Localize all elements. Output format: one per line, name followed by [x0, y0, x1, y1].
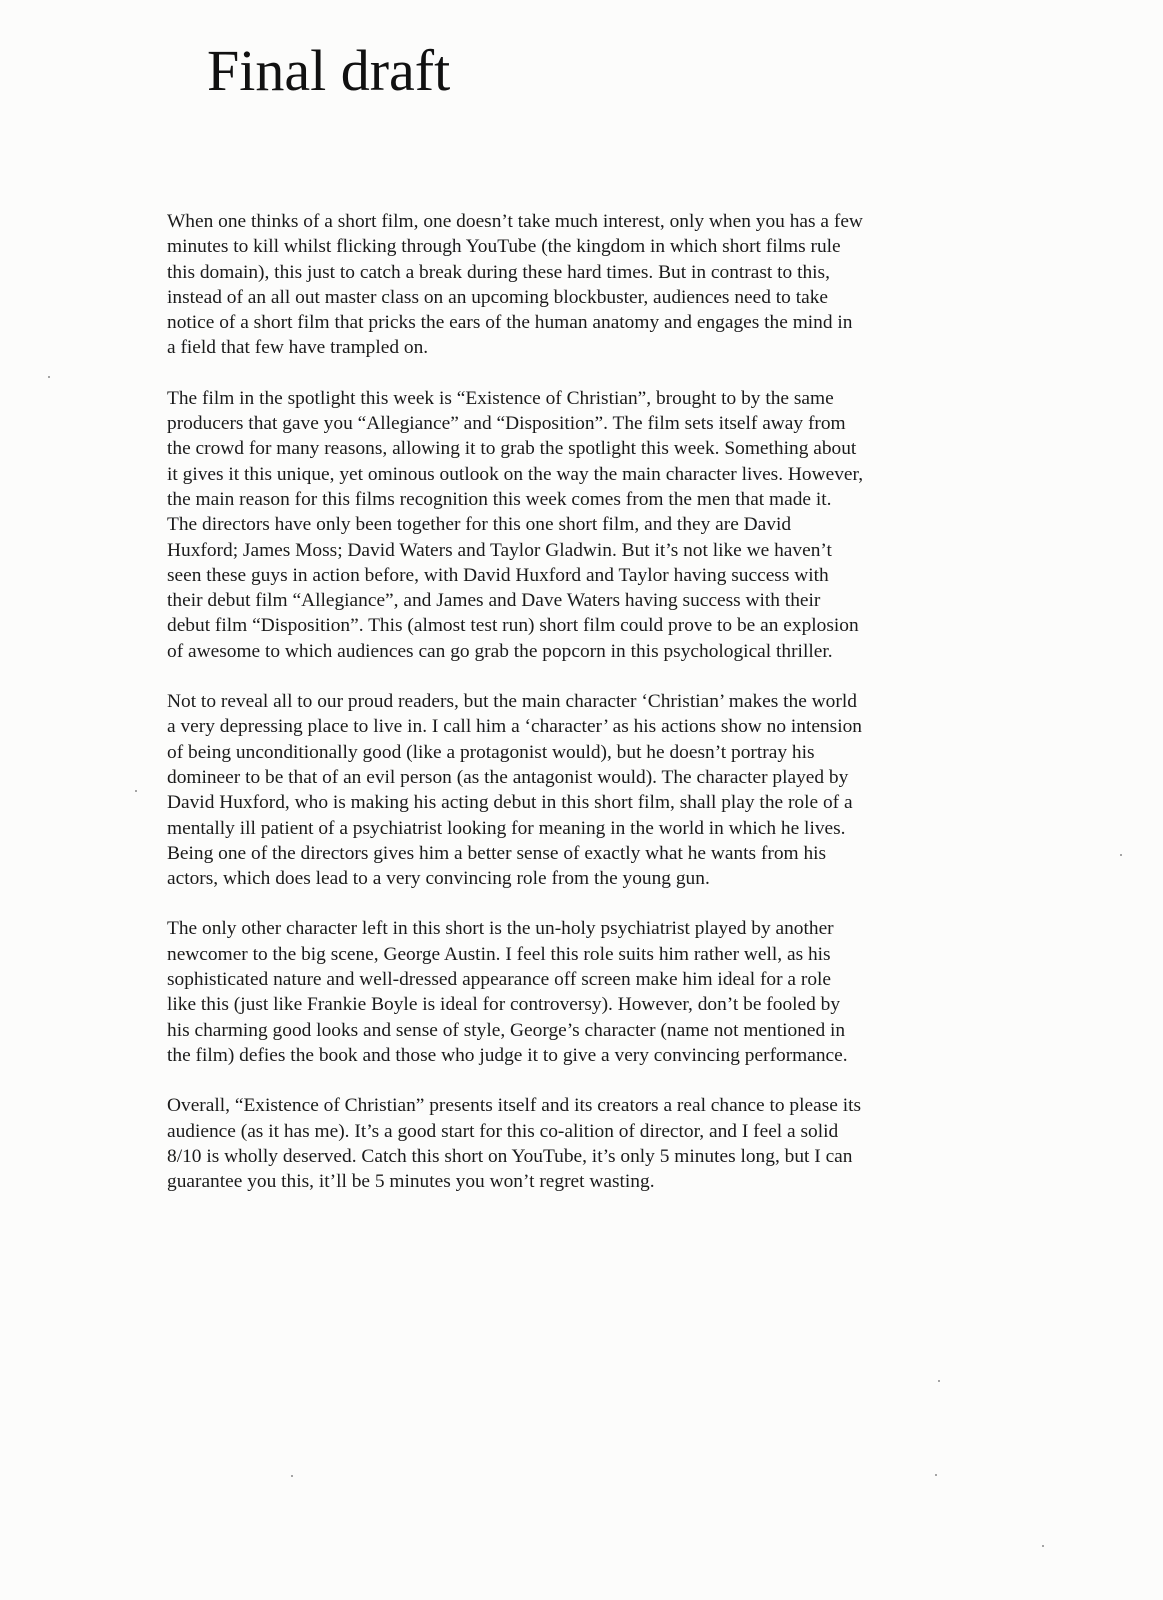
text-line: this domain), this just to catch a break during these hard times. But in contrast to this, [167, 261, 830, 283]
text-line: sophisticated nature and well-dressed appearance off screen make him ideal for a role [167, 969, 832, 991]
text-line: the crowd for many reasons, allowing it to grab the spotlight this week. Something about [167, 438, 857, 460]
scan-speck [135, 790, 137, 792]
text-line: debut film “Disposition”. This (almost test run) short film could prove to be an explosion [167, 615, 859, 637]
text-line: The directors have only been together for this one short film, and they are David [167, 514, 792, 536]
text-line: domineer to be that of an evil person (as the antagonist would). The character played by [167, 766, 849, 788]
text-line: his charming good looks and sense of style, George’s character (name not mentioned in [167, 1019, 846, 1041]
scan-speck [1120, 854, 1122, 856]
paragraph-4 [167, 916, 967, 1068]
paragraph-5 [167, 1093, 967, 1194]
text-line: of awesome to which audiences can go grab the popcorn in this psychological thriller. [167, 640, 833, 662]
paragraph-1 [167, 209, 967, 361]
text-line: a field that few have trampled on. [167, 337, 429, 359]
text-line: Being one of the directors gives him a better sense of exactly what he wants from his [167, 842, 827, 864]
scan-speck [1042, 1545, 1044, 1547]
text-line: seen these guys in action before, with David Huxford and Taylor having success with [167, 564, 829, 586]
text-line: Overall, “Existence of Christian” presents itself and its creators a real chance to please its [167, 1095, 862, 1117]
text-line: Huxford; James Moss; David Waters and Taylor Gladwin. But it’s not like we haven’t [167, 539, 832, 561]
text-line: When one thinks of a short film, one doesn’t take much interest, only when you has a few [167, 211, 863, 232]
text-line: like this (just like Frankie Boyle is ideal for controversy). However, don’t be fooled by [167, 994, 841, 1016]
text-line: of being unconditionally good (like a protagonist would), but he doesn’t portray his [167, 741, 815, 763]
text-line: David Huxford, who is making his acting debut in this short film, shall play the role of a [167, 792, 853, 814]
text-line: 8/10 is wholly deserved. Catch this short on YouTube, it’s only 5 minutes long, but I can [167, 1145, 853, 1167]
scan-speck [935, 1474, 937, 1476]
text-line: notice of a short film that pricks the ears of the human anatomy and engages the mind in [167, 312, 853, 334]
paragraph-2 [167, 386, 967, 664]
scan-speck [938, 1380, 940, 1382]
text-line: The only other character left in this short is the un-holy psychiatrist played by another [167, 918, 834, 940]
text-line: guarantee you this, it’ll be 5 minutes you won’t regret wasting. [167, 1171, 655, 1193]
text-line: audience (as it has me). It’s a good start for this co-alition of director, and I feel a solid [167, 1120, 839, 1142]
text-line: a very depressing place to live in. I call him a ‘character’ as his actions show no intension [167, 716, 862, 738]
text-line: their debut film “Allegiance”, and James and Dave Waters having success with their [167, 590, 821, 612]
text-line: producers that gave you “Allegiance” and “Disposition”. The film sets itself away from [167, 413, 846, 435]
text-line: minutes to kill whilst flicking through YouTube (the kingdom in which short films rule [167, 236, 841, 258]
scan-speck [48, 376, 50, 378]
paragraph-3 [167, 689, 967, 891]
text-line: The film in the spotlight this week is “Existence of Christian”, brought to by the same [167, 387, 834, 409]
text-line: the film) defies the book and those who judge it to give a very convincing performance. [167, 1044, 848, 1066]
page-title: Final draft [207, 38, 451, 103]
article-body [167, 209, 967, 1194]
text-line: the main reason for this films recognition this week comes from the men that made it. [167, 488, 832, 510]
text-line: mentally ill patient of a psychiatrist looking for meaning in the world in which he lives. [167, 817, 846, 839]
text-line: Not to reveal all to our proud readers, but the main character ‘Christian’ makes the world [167, 691, 857, 713]
text-line: instead of an all out master class on an upcoming blockbuster, audiences need to take [167, 286, 828, 308]
text-line: it gives it this unique, yet ominous outlook on the way the main character lives. However, [167, 463, 864, 485]
text-line: newcomer to the big scene, George Austin. I feel this role suits him rather well, as his [167, 943, 831, 965]
scan-speck [291, 1475, 293, 1477]
text-line: actors, which does lead to a very convincing role from the young gun. [167, 868, 710, 890]
